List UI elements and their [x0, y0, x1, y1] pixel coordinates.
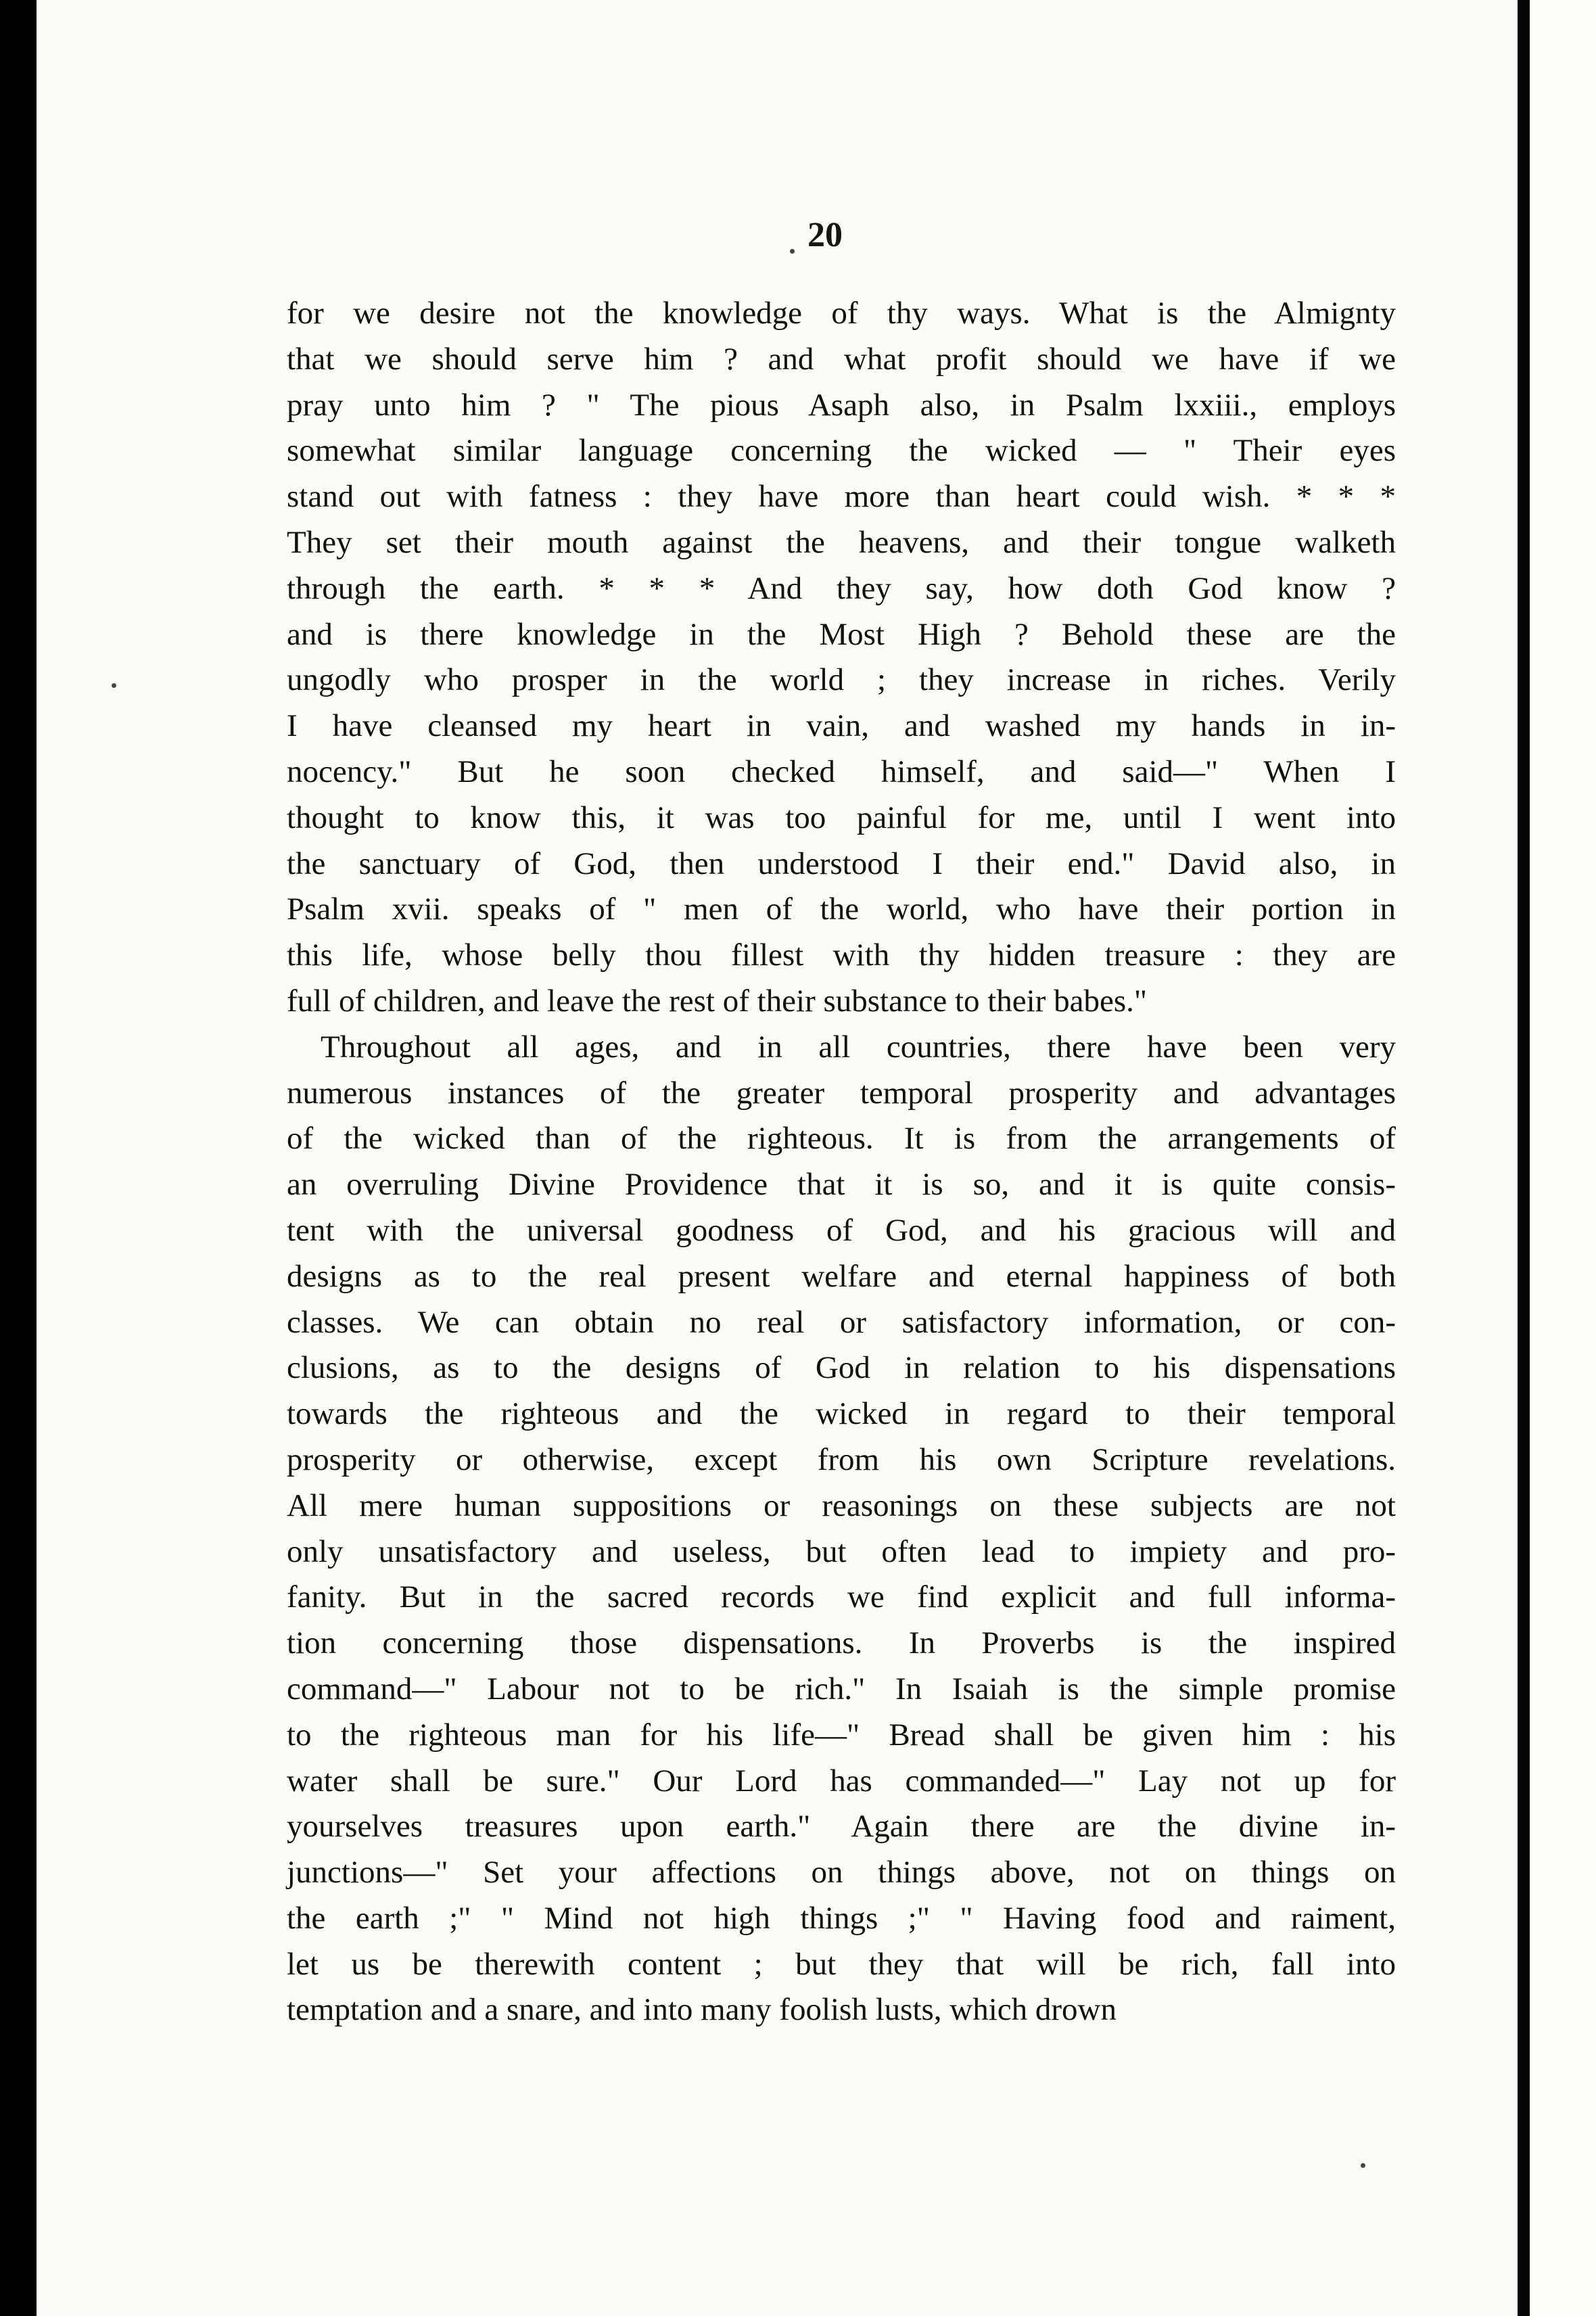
text-line: junctions—" Set your affections on things above, not on things on: [287, 1855, 1396, 1891]
text-line: command—" Labour not to be rich." In Isaiah is the simple promise: [287, 1671, 1396, 1707]
text-line: for we desire not the knowledge of thy ways. What is the Almignty: [287, 296, 1396, 331]
body-text: [287, 291, 1396, 2033]
text-line: They set their mouth against the heavens, and their tongue walketh: [287, 524, 1396, 560]
text-line: Throughout all ages, and in all countries, there have been very: [321, 1029, 1396, 1065]
text-line: through the earth. * * * And they say, how doth God know ?: [287, 570, 1396, 606]
text-line: thought to know this, it was too painful for me, until I went into: [287, 800, 1396, 835]
speck-mark: [1361, 2163, 1365, 2168]
text-line: towards the righteous and the wicked in regard to their temporal: [287, 1396, 1396, 1432]
text-line: an overruling Divine Providence that it is so, and it is quite consis-: [287, 1167, 1396, 1203]
speck-mark: [112, 683, 116, 688]
book-page: [37, 0, 1518, 2316]
text-line: classes. We can obtain no real or satisfactory information, or con-: [287, 1304, 1396, 1340]
text-line: pray unto him ? " The pious Asaph also, in Psalm lxxiii., employs: [287, 387, 1396, 423]
text-line: designs as to the real present welfare and eternal happiness of both: [287, 1258, 1396, 1294]
text-line: stand out with fatness : they have more than heart could wish. * * *: [287, 479, 1396, 515]
text-line: somewhat similar language concerning the wicked — " Their eyes: [287, 433, 1396, 469]
text-line: temptation and a snare, and into many foolish lusts, which drown: [287, 1992, 1117, 2028]
page-number: 20: [807, 216, 843, 254]
text-line: ungodly who prosper in the world ; they increase in riches. Verily: [287, 662, 1396, 698]
next-page-edge: [1530, 0, 1596, 2316]
text-line: that we should serve him ? and what profit should we have if we: [287, 341, 1396, 377]
text-line: full of children, and leave the rest of their substance to their babes.": [287, 983, 1148, 1019]
text-line: All mere human suppositions or reasonings on these subjects are not: [287, 1487, 1396, 1523]
text-line: Psalm xvii. speaks of " men of the world, who have their portion in: [287, 891, 1396, 927]
text-line: tion concerning those dispensations. In Proverbs is the inspired: [287, 1625, 1396, 1661]
text-line: fanity. But in the sacred records we find explicit and full informa-: [287, 1579, 1396, 1615]
speck-mark: [790, 249, 795, 254]
text-line: this life, whose belly thou fillest with thy hidden treasure : they are: [287, 937, 1396, 973]
text-line: prosperity or otherwise, except from his own Scripture revelations.: [287, 1441, 1396, 1477]
text-line: and is there knowledge in the Most High ? Behold these are the: [287, 616, 1396, 652]
text-line: to the righteous man for his life—" Bread shall be given him : his: [287, 1717, 1396, 1753]
text-line: tent with the universal goodness of God, and his gracious will and: [287, 1212, 1396, 1248]
text-line: yourselves treasures upon earth." Again there are the divine in-: [287, 1809, 1396, 1845]
text-line: the sanctuary of God, then understood I their end." David also, in: [287, 846, 1396, 881]
text-line: of the wicked than of the righteous. It is from the arrangements of: [287, 1121, 1396, 1157]
text-line: clusions, as to the designs of God in relation to his dispensations: [287, 1350, 1396, 1386]
text-line: the earth ;" " Mind not high things ;" " Having food and raiment,: [287, 1900, 1396, 1936]
text-line: let us be therewith content ; but they that will be rich, fall into: [287, 1946, 1396, 1982]
text-line: nocency." But he soon checked himself, and said—" When I: [287, 754, 1396, 789]
text-line: only unsatisfactory and useless, but often lead to impiety and pro-: [287, 1533, 1396, 1569]
text-line: I have cleansed my heart in vain, and washed my hands in in-: [287, 708, 1396, 744]
text-line: water shall be sure." Our Lord has commanded—" Lay not up for: [287, 1763, 1396, 1799]
text-line: numerous instances of the greater temporal prosperity and advantages: [287, 1075, 1396, 1111]
